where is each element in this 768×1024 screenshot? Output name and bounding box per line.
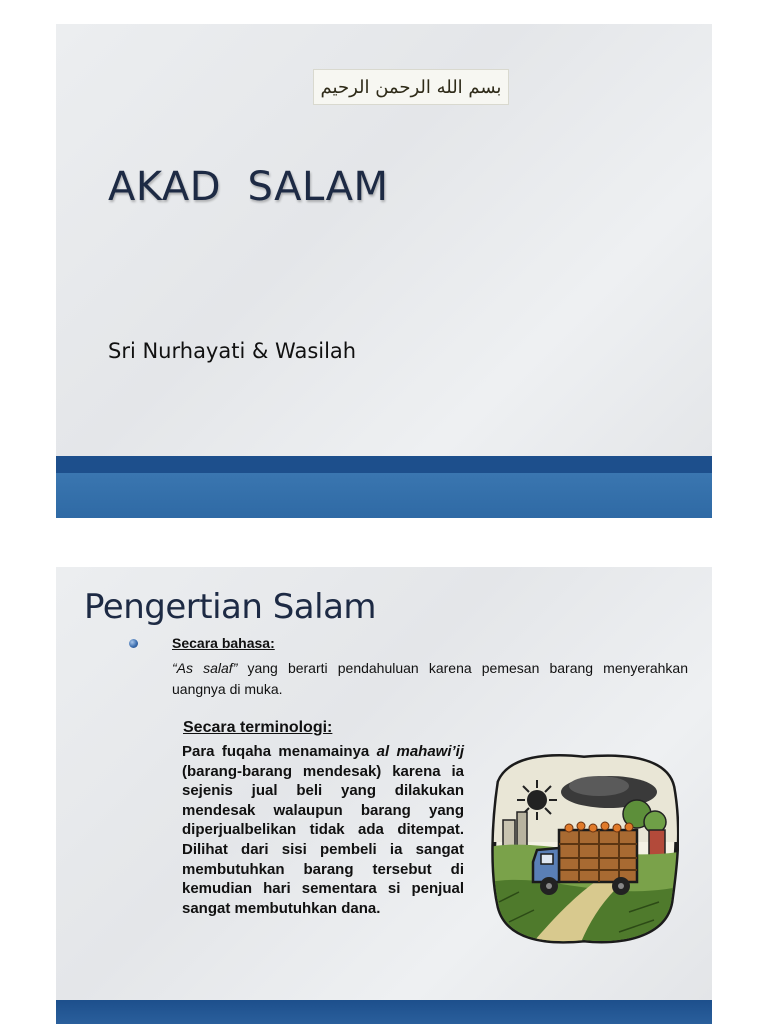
bahasa-heading: Secara bahasa: — [172, 635, 275, 651]
bahasa-body: yang berarti pendahuluan karena pemesan barang menyerahkan uangnya di muka. — [172, 660, 689, 697]
title-slide — [56, 24, 712, 518]
basmala-calligraphy — [313, 69, 509, 105]
farm-truck-clipart-icon — [489, 752, 679, 947]
terminologi-body-end: (barang-barang mendesak) karena ia sejenis jual beli yang dilakukan mendesak walaupun barang yang diperjualbelikan tidak ada ditempat. Dilihat dari sisi pembeli ia sangat membutuhkan barang tersebut di kemudian hari sementara si penjual sangat membutuhkan dana. — [182, 762, 464, 917]
terminologi-heading: Secara terminologi: — [183, 719, 333, 736]
footer-band-light — [56, 473, 712, 518]
bahasa-definition — [172, 658, 688, 700]
slide-authors: Sri Nurhayati & Wasilah — [108, 339, 357, 363]
terminologi-term: al mahawi’ij — [376, 743, 465, 760]
definition-slide — [56, 567, 712, 1024]
basmala-text: بسم الله الرحمن الرحيم — [320, 76, 502, 98]
footer-band-dark — [56, 456, 712, 473]
bahasa-term: “As salaf” — [172, 660, 238, 676]
bullet-icon — [129, 639, 138, 648]
terminologi-definition — [182, 742, 464, 918]
terminologi-body-start: Para fuqaha menamainya — [182, 743, 377, 760]
slide-title: Pengertian Salam — [84, 587, 377, 627]
slide-title: AKAD SALAM — [108, 164, 389, 210]
footer-band — [56, 1000, 712, 1024]
